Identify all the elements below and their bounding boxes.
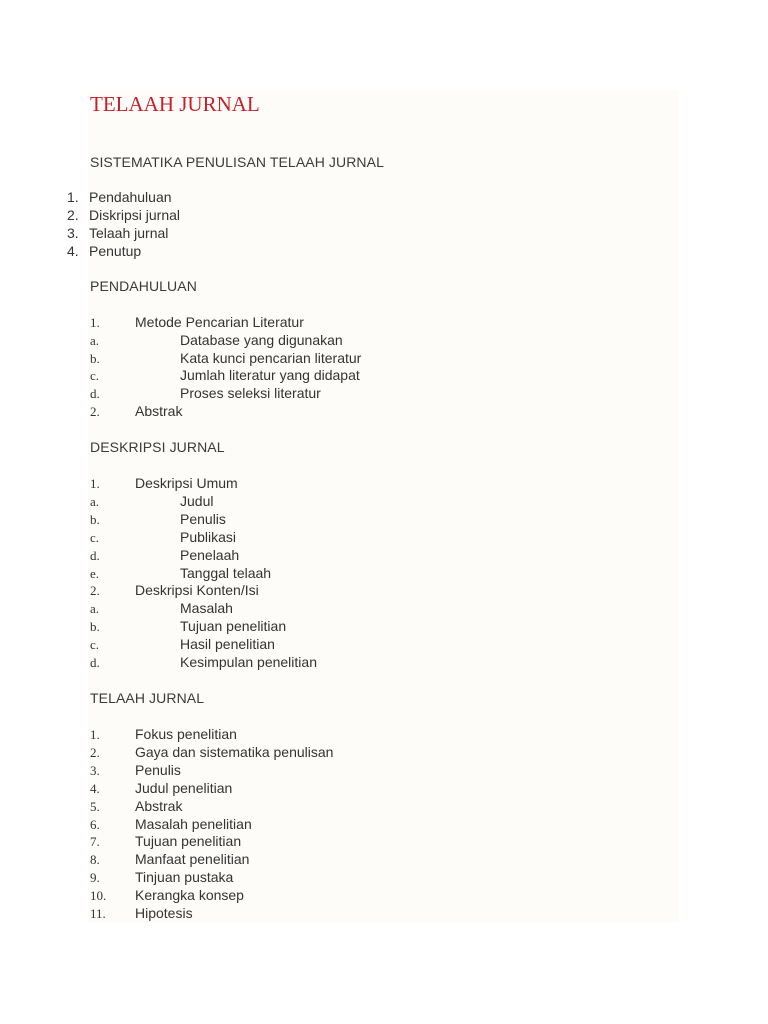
list-item-marker: a.	[90, 332, 100, 348]
list-item-label: Tinjuan pustaka	[135, 869, 234, 886]
pendahuluan-heading: PENDAHULUAN	[90, 278, 197, 294]
list-item-marker: 2.	[90, 744, 100, 760]
list-item-label: Kesimpulan penelitian	[180, 654, 317, 670]
deskripsi-heading: DESKRIPSI JURNAL	[90, 439, 225, 455]
list-item-label: Pendahuluan	[89, 189, 172, 205]
list-item-label: Tujuan penelitian	[135, 833, 242, 850]
list-item-label: Gaya dan sistematika penulisan	[135, 743, 334, 760]
sistematika-heading: SISTEMATIKA PENULISAN TELAAH JURNAL	[90, 154, 384, 170]
list-item-marker: 4.	[90, 780, 100, 796]
list-item-label: Proses seleksi literatur	[180, 385, 321, 402]
list-item-marker: 1.	[90, 315, 100, 330]
list-item-marker: 1.	[90, 727, 100, 742]
list-item-label: Hipotesis	[135, 905, 193, 921]
list-item-label: Penelaah	[180, 546, 240, 563]
list-item-marker: b.	[90, 350, 100, 366]
document-title: TELAAH JURNAL	[90, 92, 260, 116]
list-item-number: 2.	[67, 207, 79, 223]
list-item-marker: c.	[90, 529, 100, 545]
list-item-label: Kata kunci pencarian literatur	[180, 349, 362, 366]
list-item-label: Deskripsi Konten/Isi	[135, 582, 259, 599]
list-item-marker: 7.	[90, 834, 100, 850]
list-item-label: Deskripsi Umum	[135, 475, 238, 491]
list-item-marker: b.	[90, 619, 100, 635]
list-item-marker: 1.	[90, 476, 100, 491]
list-item-number: 4.	[67, 243, 79, 259]
list-item-label: Manfaat penelitian	[135, 851, 250, 868]
list-item-label: Masalah penelitian	[135, 815, 252, 832]
list-item-label: Tanggal telaah	[180, 564, 272, 581]
list-item-label: Publikasi	[180, 528, 237, 545]
list-item-label: Judul penelitian	[135, 779, 233, 796]
list-item-marker: 11.	[90, 906, 106, 921]
list-item-marker: b.	[90, 511, 100, 527]
list-item-marker: c.	[90, 637, 100, 653]
list-item-label: Judul	[180, 492, 214, 509]
list-item-label: Metode Pencarian Literatur	[135, 314, 304, 330]
list-item-marker: d.	[90, 547, 100, 563]
list-item-label: Tujuan penelitian	[180, 618, 287, 635]
list-item-label: Telaah jurnal	[89, 225, 169, 241]
list-item-label: Abstrak	[135, 797, 183, 814]
list-item-label: Abstrak	[135, 403, 183, 419]
list-item-label: Penulis	[135, 761, 181, 778]
list-item-number: 3.	[67, 225, 79, 241]
list-item-marker: 10.	[90, 888, 107, 904]
list-item-marker: 8.	[90, 852, 100, 868]
list-item-label: Jumlah literatur yang didapat	[180, 367, 360, 384]
list-item-marker: 2.	[90, 583, 100, 599]
list-item-label: Kerangka konsep	[135, 887, 244, 904]
list-item-marker: 6.	[90, 816, 100, 832]
list-item-marker: a.	[90, 493, 100, 509]
list-item-marker: 9.	[90, 870, 100, 886]
list-item-label: Fokus penelitian	[135, 726, 237, 742]
list-item-marker: 2.	[90, 404, 100, 419]
list-item-marker: c.	[90, 368, 100, 384]
list-item-marker: d.	[90, 655, 100, 670]
list-item-label: Masalah	[180, 600, 233, 617]
list-item-marker: 5.	[90, 798, 100, 814]
list-item-label: Penulis	[180, 510, 226, 527]
list-item-label: Hasil penelitian	[180, 636, 275, 653]
list-item-marker: d.	[90, 386, 100, 402]
list-item-number: 1.	[67, 189, 79, 205]
list-item-label: Penutup	[89, 243, 142, 259]
telaah-heading: TELAAH JURNAL	[90, 690, 205, 706]
list-item-marker: a.	[90, 601, 100, 617]
list-item-label: Diskripsi jurnal	[89, 207, 181, 223]
list-item-marker: e.	[90, 565, 100, 581]
list-item-marker: 3.	[90, 762, 100, 778]
list-item-label: Database yang digunakan	[180, 331, 343, 348]
